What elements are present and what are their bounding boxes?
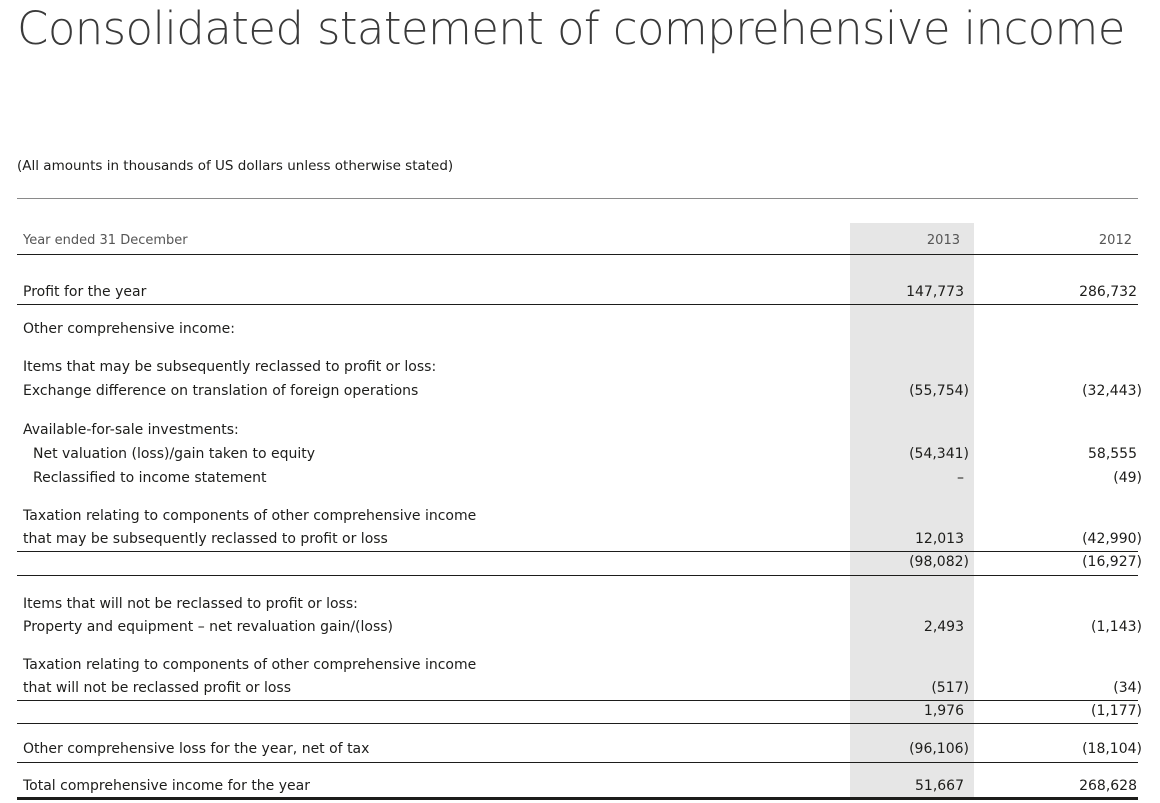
value-2012: (1,143) <box>1090 619 1142 635</box>
table-row <box>0 383 1160 403</box>
value-2013: (55,754) <box>909 383 969 399</box>
row-label: Available-for-sale investments: <box>23 422 239 438</box>
column-header-2012: 2012 <box>1098 233 1132 248</box>
value-2013: – <box>957 470 964 486</box>
table-row <box>0 741 1160 761</box>
value-2012: (42,990) <box>1082 531 1142 547</box>
subtotal-bottom-rule <box>17 575 1138 576</box>
table-row <box>0 470 1160 490</box>
value-2012: (34) <box>1113 680 1142 696</box>
table-row <box>0 596 1160 616</box>
row-rule <box>17 304 1138 305</box>
table-row <box>0 422 1160 442</box>
column-header-2013: 2013 <box>926 233 960 248</box>
period-header: Year ended 31 December <box>23 233 188 248</box>
table-row <box>0 531 1160 551</box>
table-row <box>0 321 1160 341</box>
row-rule <box>17 762 1138 763</box>
subtotal-rule <box>17 551 1138 552</box>
value-2013: 51,667 <box>915 778 964 794</box>
amounts-note: (All amounts in thousands of US dollars unless otherwise stated) <box>17 158 454 174</box>
table-row <box>0 680 1160 700</box>
value-2013: 2,493 <box>923 619 964 635</box>
row-label: Reclassified to income statement <box>33 470 267 486</box>
value-2013: 147,773 <box>906 284 964 300</box>
row-label: Total comprehensive income for the year <box>23 778 310 794</box>
table-row <box>0 446 1160 466</box>
row-label: Items that will not be reclassed to profit or loss: <box>23 596 358 612</box>
row-label: Items that may be subsequently reclassed to profit or loss: <box>23 359 437 375</box>
value-2012: (18,104) <box>1082 741 1142 757</box>
value-2012: 286,732 <box>1079 284 1137 300</box>
value-2012: 58,555 <box>1088 446 1137 462</box>
subtotal-rule <box>17 700 1138 701</box>
table-row <box>0 284 1160 304</box>
value-2013: (96,106) <box>909 741 969 757</box>
value-2012: (32,443) <box>1082 383 1142 399</box>
table-row <box>0 619 1160 639</box>
row-label: Exchange difference on translation of foreign operations <box>23 383 419 399</box>
value-2012: (1,177) <box>1090 703 1142 719</box>
total-row <box>0 778 1160 798</box>
row-label: that may be subsequently reclassed to profit or loss <box>23 531 388 547</box>
page-title: Consolidated statement of comprehensive income <box>17 2 1125 55</box>
total-double-rule <box>17 797 1138 800</box>
value-2012: 268,628 <box>1079 778 1137 794</box>
value-2013: (517) <box>931 680 969 696</box>
value-2013: 12,013 <box>915 531 964 547</box>
row-label: Other comprehensive loss for the year, net of tax <box>23 741 370 757</box>
table-row <box>0 657 1160 677</box>
subtotal-row <box>0 703 1160 723</box>
value-2012: (49) <box>1113 470 1142 486</box>
value-2013: (98,082) <box>909 554 969 570</box>
value-2013: (54,341) <box>909 446 969 462</box>
row-label: Other comprehensive income: <box>23 321 235 337</box>
row-label: Taxation relating to components of other comprehensive income <box>23 508 477 524</box>
row-label: Taxation relating to components of other comprehensive income <box>23 657 477 673</box>
header-rule <box>17 254 1138 255</box>
row-label: Net valuation (loss)/gain taken to equity <box>33 446 316 462</box>
subtotal-bottom-rule <box>17 723 1138 724</box>
row-label: Property and equipment – net revaluation gain/(loss) <box>23 619 394 635</box>
value-2013: 1,976 <box>923 703 964 719</box>
subtotal-row <box>0 554 1160 574</box>
value-2012: (16,927) <box>1082 554 1142 570</box>
table-row <box>0 359 1160 379</box>
table-row <box>0 508 1160 528</box>
top-divider <box>17 198 1138 199</box>
row-label: Profit for the year <box>23 284 147 300</box>
row-label: that will not be reclassed profit or loss <box>23 680 292 696</box>
